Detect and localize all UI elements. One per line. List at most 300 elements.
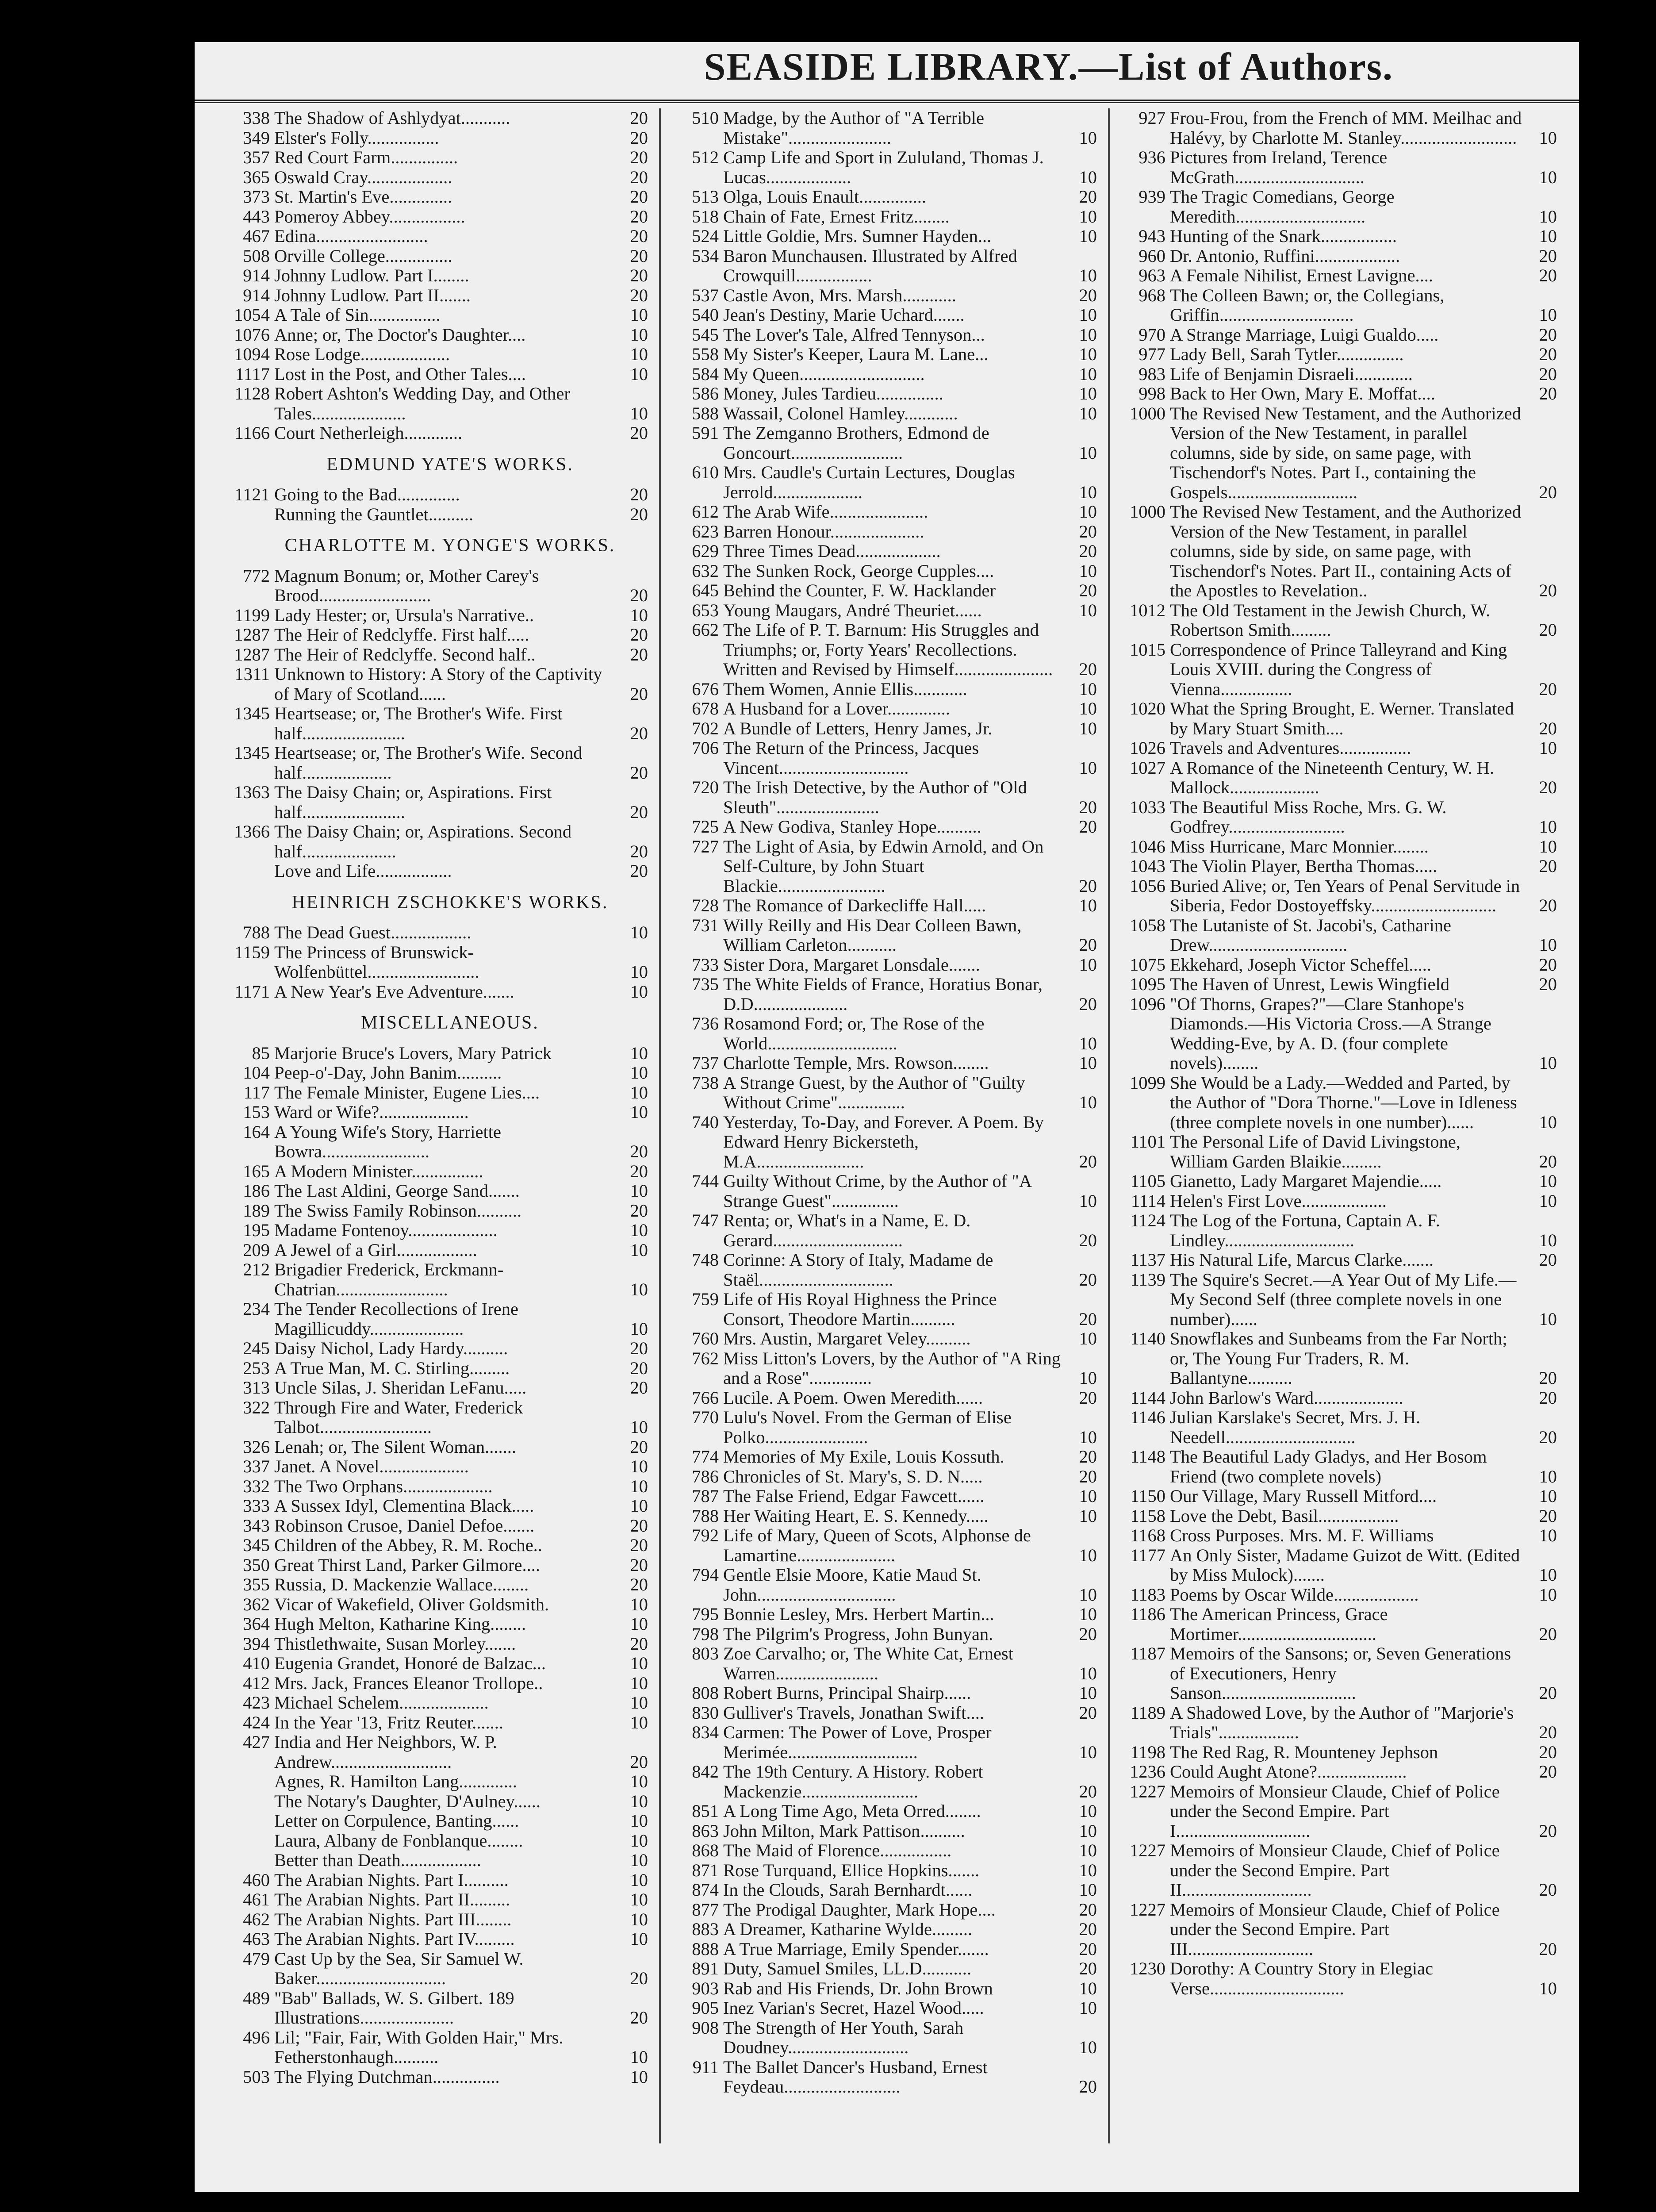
list-item [675,738,1097,778]
entry-number: 645 [692,580,719,600]
entry-title: Letter on Corpulence, Banting...... [274,1811,519,1831]
entry-price: 20 [630,226,648,246]
column-2 [675,108,1097,2179]
entry-price: 10 [630,1791,648,1811]
entry-number: 927 [1138,108,1165,128]
entry-title: The Romance of Darkecliffe Hall..... [723,895,986,915]
entry-title: Chain of Fate, Ernest Fritz........ [723,206,950,227]
entry-title: The Old Testament in the Jewish Church, W. Robertson Smith......... [1170,600,1491,640]
list-item [226,743,648,783]
entry-title: The Two Orphans.................... [274,1476,493,1496]
list-item [675,778,1097,817]
list-item [1121,1841,1557,1900]
entry-title: Poems by Oscar Wilde................... [1170,1584,1419,1605]
entry-price: 10 [630,344,648,364]
entry-price: 10 [630,962,648,982]
entry-number: 1000 [1130,403,1165,423]
list-item [1121,995,1557,1073]
entry-price: 20 [1079,1939,1097,1959]
list-item [1121,1546,1557,1585]
entry-number: 725 [692,817,719,837]
entry-price: 10 [630,1850,648,1870]
entry-price: 20 [1079,876,1097,896]
list-item [226,982,648,1002]
entry-price: 20 [1539,364,1557,384]
entry-number: 508 [243,246,270,266]
entry-title: Three Times Dead................... [723,541,941,561]
entry-number: 423 [243,1693,270,1713]
entry-title: A Strange Guest, by the Author of "Guilty Without Crime"............... [723,1072,1025,1112]
entry-title: The Lover's Tale, Alfred Tennyson... [723,324,985,345]
entry-title: The Dead Guest.................. [274,922,472,942]
list-item [226,485,648,505]
entry-title: The Life of P. T. Barnum: His Struggles and Triumphs; or, Forty Years' Recollections. Written and Revised by Himself...................... [723,620,1053,679]
list-item [226,266,648,286]
list-item [226,861,648,881]
entry-number: 908 [692,2017,719,2038]
list-item [226,1457,648,1477]
entry-price: 10 [1079,1053,1097,1073]
list-item [675,384,1097,404]
entry-price: 10 [630,1240,648,1260]
entry-title: Elster's Folly................ [274,127,439,148]
entry-number: 623 [692,521,719,541]
entry-price: 10 [1079,1820,1097,1841]
entry-price: 10 [1539,1466,1557,1486]
entry-title: Rose Lodge.................... [274,344,450,364]
entry-number: 1054 [234,305,270,325]
entry-number: 1177 [1130,1545,1165,1565]
entry-number: 798 [692,1624,719,1644]
list-item [226,1299,648,1339]
entry-number: 786 [692,1466,719,1486]
entry-price: 10 [1079,1978,1097,1998]
entry-price: 20 [1079,994,1097,1014]
entry-price: 20 [630,684,648,704]
entry-price: 10 [1539,1230,1557,1250]
list-item [226,1732,648,1772]
list-item [675,1801,1097,1821]
entry-price: 10 [1079,600,1097,620]
entry-number: 189 [243,1200,270,1221]
list-item [675,719,1097,739]
entry-price: 10 [1079,1860,1097,1880]
entry-number: 512 [692,147,719,167]
entry-price: 10 [630,1712,648,1732]
entry-title: She Would be a Lady.—Wedded and Parted, by the Author of "Dora Thorne."—Love in Idleness (three complete novels in one number)...... [1170,1072,1517,1132]
entry-number: 1043 [1130,856,1165,876]
entry-title: Edina......................... [274,226,428,246]
entry-title: The Haven of Unrest, Lewis Wingfield [1170,974,1449,994]
entry-price: 10 [630,1496,648,1516]
entry-number: 702 [692,718,719,738]
list-item [226,1870,648,1890]
entry-number: 462 [243,1909,270,1929]
entry-number: 760 [692,1329,719,1348]
entry-price: 20 [1539,1151,1557,1171]
entry-title: Brigadier Frederick, Erckmann-Chatrian......................... [274,1260,504,1299]
entry-number: 1140 [1130,1329,1165,1348]
entry-number: 1137 [1130,1250,1165,1270]
entry-title: Lost in the Post, and Other Tales.... [274,364,526,384]
list-item [675,2058,1097,2097]
entry-price: 20 [1539,1722,1557,1742]
entry-price: 10 [630,1279,648,1299]
entry-number: 1139 [1130,1269,1165,1290]
list-item [675,1644,1097,1683]
entry-title: Life of His Royal Highness the Prince Consort, Theodore Martin.......... [723,1289,997,1329]
entry-title: A True Marriage, Emily Spender....... [723,1939,989,1959]
entry-price: 20 [630,1161,648,1181]
entry-title: A Sussex Idyl, Clementina Black..... [274,1496,534,1516]
list-item [226,1221,648,1240]
entry-number: 524 [692,226,719,246]
entry-price: 10 [1079,1604,1097,1624]
entry-title: Money, Jules Tardieu............... [723,384,943,403]
entry-title: Willy Reilly and His Dear Colleen Bawn, William Carleton........... [723,915,1022,955]
entry-price: 10 [1079,1683,1097,1703]
entry-number: 795 [692,1604,719,1624]
entry-price: 20 [1079,1447,1097,1467]
entry-number: 355 [243,1575,270,1594]
entry-number: 1168 [1130,1525,1165,1545]
entry-title: A Female Nihilist, Ernest Lavigne.... [1170,265,1434,285]
list-item [226,423,648,443]
entry-number: 871 [692,1860,719,1880]
entry-number: 727 [692,836,719,856]
list-item [675,896,1097,916]
entry-title: Thistlethwaite, Susan Morley....... [274,1633,516,1654]
entry-number: 467 [243,226,270,246]
entry-number: 874 [692,1880,719,1900]
entry-number: 1020 [1130,699,1165,718]
list-item [675,404,1097,424]
entry-number: 1058 [1130,915,1165,935]
entry-price: 20 [630,723,648,743]
entry-number: 1128 [234,384,270,403]
entry-number: 1198 [1130,1742,1165,1762]
entry-price: 10 [1539,1486,1557,1506]
column-1 [226,108,648,2179]
entry-number: 610 [692,462,719,482]
entry-price: 20 [1079,285,1097,305]
list-item [226,1674,648,1694]
entry-title: India and Her Neighbors, W. P. Andrew........................... [274,1732,497,1772]
entry-title: The Tender Recollections of Irene Magillicuddy..................... [274,1299,518,1339]
entry-number: 883 [692,1919,719,1939]
entry-title: Life of Benjamin Disraeli............. [1170,364,1413,384]
entry-price: 10 [1079,482,1097,502]
entry-title: Olga, Louis Enault............... [723,187,926,207]
column-3 [1121,108,1557,2179]
list-item [675,1565,1097,1605]
list-item [675,1821,1097,1841]
list-item [675,502,1097,522]
entry-title: The Arabian Nights. Part I.......... [274,1870,509,1890]
list-item [675,2018,1097,2058]
entry-price: 20 [1079,1269,1097,1290]
entry-title: Laura, Albany de Fonblanque........ [274,1830,523,1851]
list-item [1121,1782,1557,1841]
entry-number: 1075 [1130,954,1165,975]
list-item [226,1614,648,1634]
entry-title: The Swiss Family Robinson.......... [274,1200,522,1221]
list-item [1121,227,1557,246]
column-rule [659,108,661,2143]
entry-price: 10 [630,1889,648,1909]
entry-price: 10 [1079,1801,1097,1821]
list-item [675,1703,1097,1723]
list-item [1121,345,1557,365]
entry-number: 424 [243,1712,270,1732]
entry-price: 10 [630,1082,648,1102]
entry-title: Anne; or, The Doctor's Daughter.... [274,324,526,345]
entry-price: 10 [630,1673,648,1693]
entry-number: 537 [692,285,719,305]
list-item [675,601,1097,621]
entry-title: Rose Turquand, Ellice Hopkins....... [723,1860,980,1880]
entry-title: The Daisy Chain; or, Aspirations. Second half..................... [274,822,572,861]
entry-number: 963 [1138,265,1165,285]
section-heading: HEINRICH ZSCHOKKE'S WORKS. [291,892,609,913]
entry-price: 10 [1079,1329,1097,1348]
entry-number: 362 [243,1594,270,1614]
entry-price: 20 [630,585,648,605]
entry-title: Frou-Frou, from the French of MM. Meilhac and Halévy, by Charlotte M. Stanley.......................... [1170,108,1522,148]
list-item [226,566,648,606]
entry-price: 10 [1539,738,1557,758]
entry-title: Little Goldie, Mrs. Sumner Hayden... [723,226,992,246]
entry-price: 20 [1079,1899,1097,1920]
entry-title: Bonnie Lesley, Mrs. Herbert Martin... [723,1604,994,1624]
entry-title: Russia, D. Mackenzie Wallace........ [274,1575,529,1594]
entry-number: 373 [243,187,270,207]
list-item [1121,404,1557,503]
list-item [675,620,1097,680]
entry-number: 936 [1138,147,1165,167]
entry-number: 1287 [234,625,270,645]
entry-price: 10 [1539,817,1557,837]
entry-title: The Personal Life of David Livingstone, William Garden Blaikie......... [1170,1132,1460,1171]
entry-price: 10 [630,1181,648,1201]
entry-title: Dr. Antonio, Ruffini................... [1170,246,1400,266]
entry-number: 731 [692,915,719,935]
entry-title: Pictures from Ireland, Terence McGrath............................. [1170,147,1388,187]
entry-number: 863 [692,1820,719,1841]
list-item [675,1998,1097,2018]
entry-title: The Arabian Nights. Part IV......... [274,1929,515,1949]
entry-price: 20 [1079,187,1097,207]
entry-number: 762 [692,1348,719,1368]
list-item [1121,1447,1557,1486]
entry-number: 788 [243,922,270,942]
entry-number: 332 [243,1476,270,1496]
entry-number: 1227 [1130,1840,1165,1860]
entry-number: 460 [243,1870,270,1890]
list-item [226,664,648,704]
entry-title: The Arab Wife...................... [723,502,928,522]
list-item [226,1831,648,1851]
entry-number: 998 [1138,384,1165,403]
entry-title: Memoirs of Monsieur Claude, Chief of Police under the Second Empire. Part II............................. [1170,1840,1500,1900]
entry-title: Great Thirst Land, Parker Gilmore.... [274,1555,540,1575]
list-item [675,975,1097,1014]
list-item [1121,856,1557,876]
entry-title: Court Netherleigh............. [274,423,463,443]
entry-price: 10 [630,1043,648,1063]
entry-price: 10 [630,403,648,423]
entry-title: Mrs. Austin, Margaret Veley.......... [723,1329,971,1348]
list-item [675,1486,1097,1506]
entry-price: 10 [1079,1427,1097,1447]
entry-price: 20 [630,167,648,187]
entry-price: 10 [1079,305,1097,325]
entry-number: 1146 [1130,1407,1165,1427]
entry-title: The Sunken Rock, George Cupples.... [723,561,994,581]
list-item [226,384,648,423]
entry-price: 10 [630,1220,648,1240]
entry-price: 20 [1539,895,1557,915]
entry-title: John Milton, Mark Pattison.......... [723,1820,965,1841]
list-item [675,1506,1097,1526]
entry-number: 1363 [234,782,270,802]
entry-price: 10 [1539,1112,1557,1132]
list-item [1121,975,1557,995]
list-item [675,1723,1097,1762]
entry-number: 736 [692,1014,719,1033]
list-item [226,1575,648,1595]
list-item [675,365,1097,384]
entry-price: 10 [1079,1092,1097,1112]
list-item [675,1683,1097,1703]
list-item [226,1398,648,1437]
entry-number: 591 [692,423,719,443]
list-item [675,305,1097,325]
entry-title: A Romance of the Nineteenth Century, W. H. Mallock.................... [1170,757,1494,797]
list-item [226,286,648,306]
entry-number: 612 [692,502,719,522]
entry-number: 905 [692,1998,719,2018]
entry-title: Running the Gauntlet.......... [274,504,473,524]
list-item [226,1851,648,1870]
entry-title: Red Court Farm............... [274,147,458,167]
entry-price: 20 [630,1575,648,1594]
list-item [226,1929,648,1949]
entry-title: A Shadowed Love, by the Author of "Marjorie's Trials".................. [1170,1702,1514,1742]
entry-number: 1105 [1130,1171,1165,1191]
entry-title: Lucile. A Poem. Owen Meredith...... [723,1387,983,1408]
list-item [675,345,1097,365]
entry-price: 10 [630,1476,648,1496]
entry-number: 748 [692,1250,719,1270]
entry-title: Could Aught Atone?.................... [1170,1762,1407,1782]
list-item [226,1989,648,2028]
list-item [675,699,1097,719]
entry-title: The Notary's Daughter, D'Aulney...... [274,1791,540,1811]
entry-price: 10 [1539,1309,1557,1329]
entry-price: 20 [1079,1624,1097,1644]
entry-price: 20 [1079,935,1097,955]
entry-title: Sister Dora, Margaret Lonsdale....... [723,954,980,975]
list-item [226,1181,648,1201]
entry-number: 534 [692,246,719,266]
entry-title: The Log of the Fortuna, Captain A. F. Lindley............................. [1170,1210,1440,1250]
list-item [226,1949,648,1989]
entry-title: The Colleen Bawn; or, the Collegians, Griffin.............................. [1170,285,1445,325]
entry-number: 911 [692,2057,719,2077]
entry-title: The Strength of Her Youth, Sarah Doudney........................... [723,2017,964,2057]
entry-price: 10 [1079,364,1097,384]
list-item [1121,187,1557,227]
list-item [1121,1486,1557,1506]
list-item [226,783,648,822]
entry-price: 20 [1079,1919,1097,1939]
list-item [675,148,1097,187]
entry-title: The Beautiful Miss Roche, Mrs. G. W. Godfrey.......................... [1170,797,1447,837]
entry-price: 20 [630,1751,648,1772]
entry-number: 747 [692,1210,719,1230]
entry-price: 10 [630,305,648,325]
entry-title: Helen's First Love................... [1170,1190,1387,1211]
list-item [675,1073,1097,1113]
list-item [675,1861,1097,1881]
list-item [1121,1132,1557,1171]
entry-price: 20 [630,1378,648,1398]
entry-title: His Natural Life, Marcus Clarke....... [1170,1250,1434,1270]
entry-title: Inez Varian's Secret, Hazel Wood..... [723,1998,984,2018]
entry-number: 326 [243,1436,270,1457]
entry-number: 1117 [235,364,270,384]
column-rule [1108,108,1110,2143]
entry-number: 394 [243,1633,270,1654]
entry-price: 20 [630,762,648,783]
entry-title: My Sister's Keeper, Laura M. Lane... [723,344,989,364]
entry-price: 20 [630,206,648,227]
list-item [226,148,648,168]
list-item [226,943,648,982]
entry-title: Memoirs of Monsieur Claude, Chief of Police under the Second Empire. Part I.............................. [1170,1781,1500,1841]
entry-number: 349 [243,127,270,148]
entry-title: The Female Minister, Eugene Lies.... [274,1082,540,1102]
entry-number: 1114 [1131,1190,1165,1211]
entry-price: 20 [1539,1624,1557,1644]
entry-price: 10 [1539,1171,1557,1191]
entry-number: 1148 [1130,1447,1165,1467]
entry-title: Love the Debt, Basil.................. [1170,1505,1399,1526]
entry-price: 10 [630,2047,648,2067]
list-item [226,345,648,365]
entry-number: 891 [692,1959,719,1978]
entry-number: 558 [692,344,719,364]
list-item [1121,108,1557,148]
entry-title: Wassail, Colonel Hamley............ [723,403,958,423]
entry-number: 1144 [1130,1387,1165,1408]
entry-price: 20 [1539,246,1557,266]
entry-price: 10 [1539,1978,1557,1998]
entry-price: 10 [1079,1663,1097,1683]
list-item [675,1467,1097,1487]
entry-number: 1095 [1130,974,1165,994]
entry-number: 234 [243,1299,270,1319]
entry-title: A Husband for a Lover.............. [723,699,950,718]
entry-number: 443 [243,206,270,227]
entry-price: 10 [1079,1584,1097,1605]
entry-number: 792 [692,1525,719,1545]
entry-price: 10 [630,1870,648,1890]
entry-price: 20 [630,484,648,504]
entry-price: 10 [1079,679,1097,699]
entry-title: The White Fields of France, Horatius Bonar, D.D..................... [723,974,1043,1014]
